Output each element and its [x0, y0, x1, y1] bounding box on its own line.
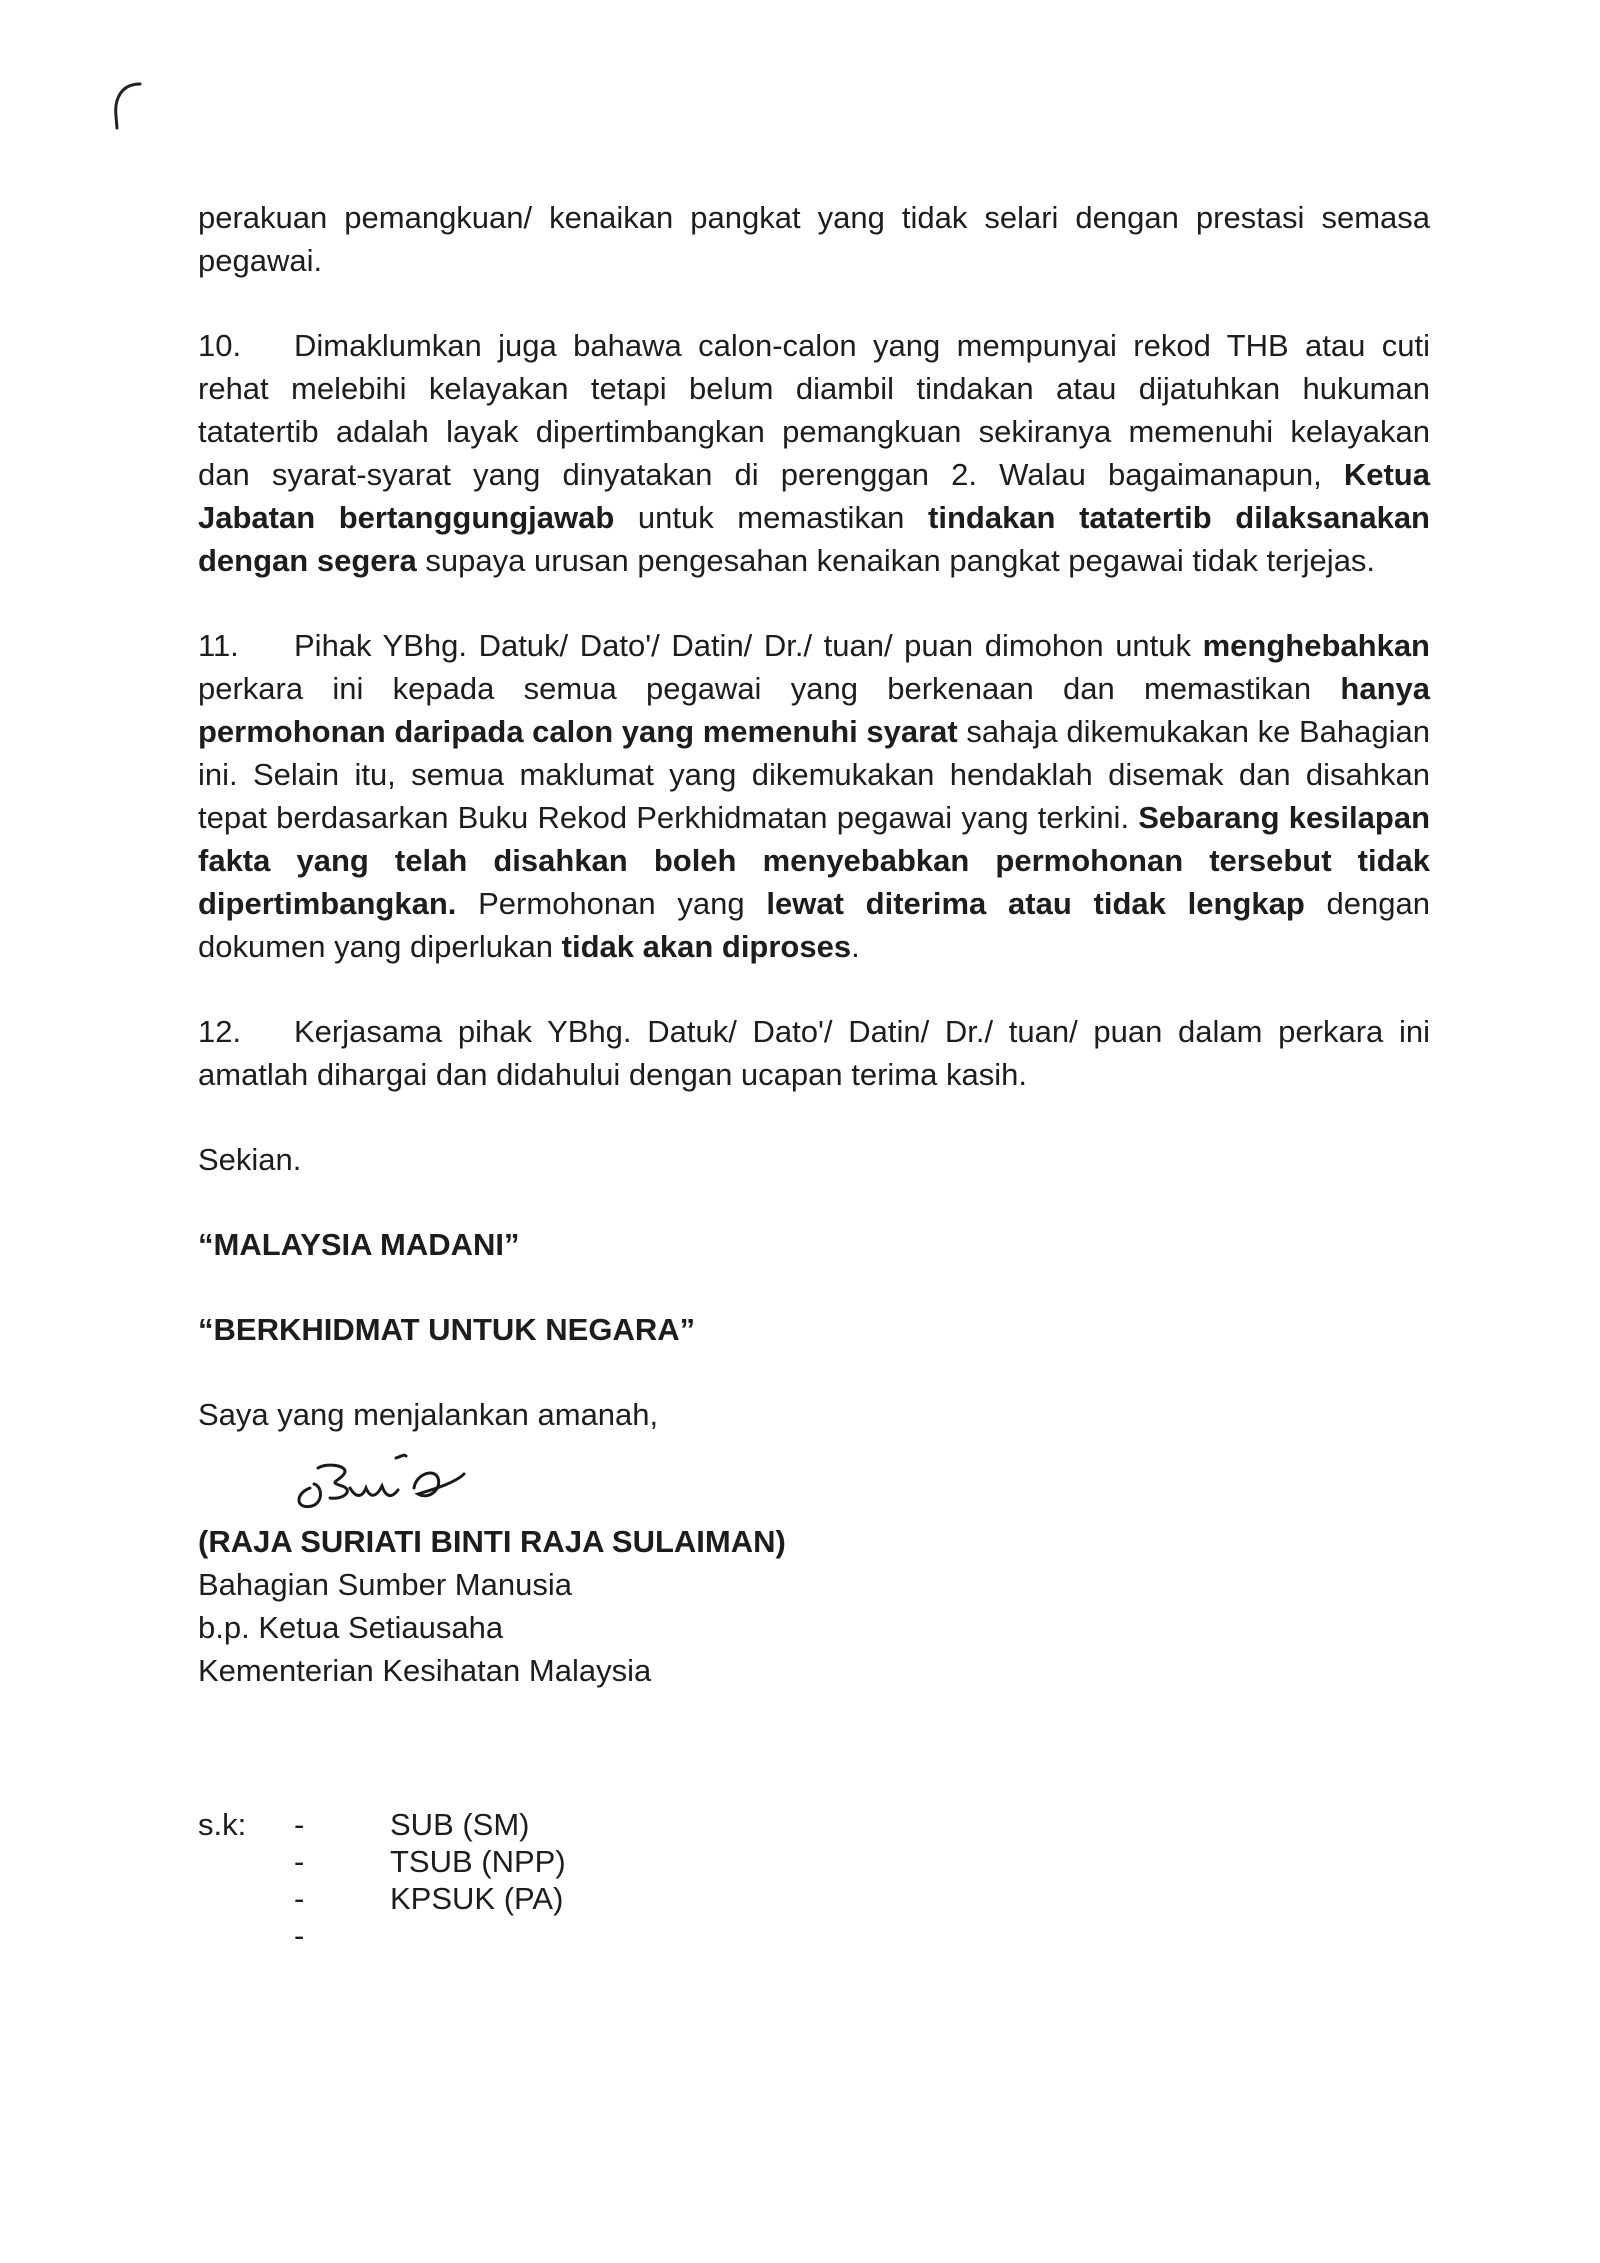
cc-item: [390, 1917, 1430, 1954]
cc-dash: -: [294, 1881, 305, 1916]
bold-phrase: menghebahkan: [1202, 628, 1430, 663]
signature-block: [198, 1520, 1430, 1692]
bold-phrase: lewat diterima atau tidak lengkap: [766, 886, 1305, 921]
bold-phrase: Ketua Jabatan bertanggungjawab: [198, 457, 1430, 535]
paragraph-number: 11.: [198, 628, 239, 663]
paragraph-10: 10. Dimaklumkan juga bahawa calon-calon yang mempunyai rekod THB atau cuti rehat melebihi kelayakan tetapi belum diambil tindakan atau dijatuhkan hukuman tatatertib adalah layak dipertimbangkan pemangkuan sekiranya memenuhi kelayakan dan syarat-syarat yang dinyatakan di perenggan 2. Walau bagaimanapun, Ketua Jabatan bertanggungjawab untuk memastikan tindakan tatatertib dilaksanakan dengan segera supaya urusan pengesahan kenaikan pangkat pegawai tidak terjejas.: [198, 324, 1430, 582]
cc-item: SUB (SM): [390, 1807, 530, 1842]
cc-dash: -: [294, 1844, 305, 1879]
cc-item: KPSUK (PA): [390, 1881, 564, 1916]
handwritten-signature: [288, 1444, 508, 1516]
salutation: Sekian.: [198, 1142, 302, 1177]
closing-line: Saya yang menjalankan amanah,: [198, 1397, 659, 1432]
letter-body: [198, 196, 1430, 1954]
signatory-name: (RAJA SURIATI BINTI RAJA SULAIMAN): [198, 1524, 786, 1559]
copy-to-list: [198, 1806, 1430, 1954]
signatory-ministry: Kementerian Kesihatan Malaysia: [198, 1653, 652, 1688]
bold-phrase: hanya permohonan daripada calon yang memenuhi syarat: [198, 671, 1430, 749]
signatory-capacity: b.p. Ketua Setiausaha: [198, 1610, 504, 1645]
cc-dash: -: [294, 1807, 305, 1842]
slogan-berkhidmat: “BERKHIDMAT UNTUK NEGARA”: [198, 1312, 696, 1347]
continuation-paragraph: perakuan pemangkuan/ kenaikan pangkat yang tidak selari dengan prestasi semasa pegawai.: [198, 200, 1430, 278]
paragraph-number: 12.: [198, 1014, 242, 1049]
paragraph-12: 12. Kerjasama pihak YBhg. Datuk/ Dato'/ Datin/ Dr./ tuan/ puan dalam perkara ini amatlah dihargai dan didahului dengan ucapan terima kasih.: [198, 1010, 1430, 1096]
bold-phrase: Sebarang kesilapan fakta yang telah disahkan boleh menyebabkan permohonan tersebut tidak dipertimbangkan.: [198, 800, 1430, 921]
cc-item: TSUB (NPP): [390, 1844, 566, 1879]
paragraph-11: 11. Pihak YBhg. Datuk/ Dato'/ Datin/ Dr./ tuan/ puan dimohon untuk menghebahkan perkara ini kepada semua pegawai yang berkenaan dan memastikan hanya permohonan daripada calon yang memenuhi syarat sahaja dikemukakan ke Bahagian ini. Selain itu, semua maklumat yang dikemukakan hendaklah disemak dan disahkan tepat berdasarkan Buku Rekod Perkhidmatan pegawai yang terkini. Sebarang kesilapan fakta yang telah disahkan boleh menyebabkan permohonan tersebut tidak dipertimbangkan. Permohonan yang lewat diterima atau tidak lengkap dengan dokumen yang diperlukan tidak akan diproses.: [198, 624, 1430, 968]
bold-phrase: tindakan tatatertib dilaksanakan dengan segera: [198, 500, 1430, 578]
paragraph-number: 10.: [198, 328, 242, 363]
cc-label: s.k:: [198, 1807, 247, 1842]
corner-mark: [100, 78, 160, 148]
slogan-malaysia-madani: “MALAYSIA MADANI”: [198, 1227, 520, 1262]
signatory-division: Bahagian Sumber Manusia: [198, 1567, 572, 1602]
cc-dash: -: [294, 1918, 305, 1953]
bold-phrase: tidak akan diproses: [561, 929, 852, 964]
